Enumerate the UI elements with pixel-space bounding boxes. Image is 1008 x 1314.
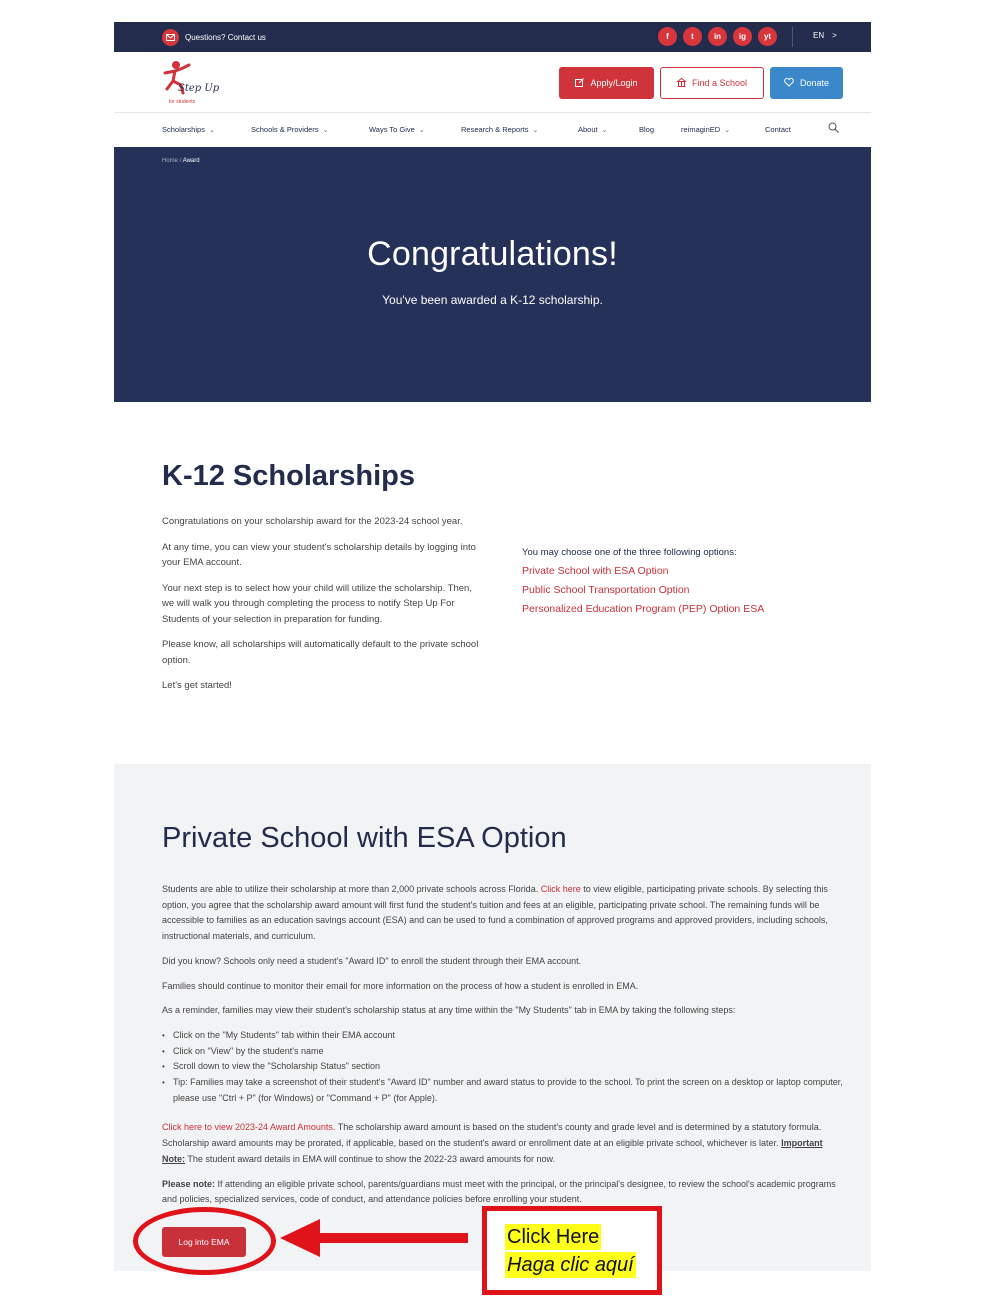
nav-label: Scholarships [162, 125, 205, 134]
hero-banner [114, 147, 871, 402]
paragraph: Families should continue to monitor their email for more information on the process of how a student is enrolled in EMA. [162, 980, 639, 991]
nav-label: Blog [639, 125, 655, 134]
paragraph [162, 1120, 846, 1167]
page-title: Congratulations! [367, 235, 618, 273]
edit-icon [575, 78, 584, 89]
steps-list [162, 1028, 846, 1107]
breadcrumb-current: Award [182, 158, 200, 164]
page-subtitle: You've been awarded a K-12 scholarship. [382, 293, 603, 307]
k12-paragraph: Congratulations on your scholarship award for the 2023-24 school year. [162, 516, 463, 527]
options-list [522, 547, 842, 622]
log-into-ema-button[interactable]: Log into EMA [162, 1227, 246, 1257]
chevron-down-icon: ⌄ [532, 127, 539, 134]
header [114, 52, 871, 113]
list-item: • Click on the "My Students" tab within their EMA account [162, 1028, 846, 1044]
private-school-section [114, 764, 871, 1271]
contact-text: Questions? Contact us [185, 32, 266, 42]
k12-paragraph: At any time, you can view your student's scholarship details by logging into your EMA account. [162, 541, 476, 568]
nav-reimagined[interactable] [681, 125, 730, 134]
heart-icon [784, 78, 794, 89]
highlight-ellipse [133, 1207, 276, 1275]
important-note-label: Important Note: [162, 1138, 823, 1164]
private-school-body [162, 882, 846, 1217]
k12-section [114, 424, 871, 754]
site-frame [114, 22, 871, 402]
school-icon [677, 78, 686, 89]
option-public-transport-link[interactable]: Public School Transportation Option [522, 584, 690, 596]
nav-contact[interactable] [765, 125, 791, 134]
find-school-label: Find a School [691, 78, 748, 88]
arrow-left-icon [280, 1219, 470, 1267]
text: Students are able to utilize their scholarship at more than 2,000 private schools across Florida. [162, 884, 541, 894]
top-bar [114, 22, 871, 52]
contact-link[interactable] [162, 29, 266, 46]
chevron-down-icon: ⌄ [208, 127, 215, 134]
nav-label: Ways To Give [369, 125, 415, 134]
text: to view eligible, participating private schools. By selecting this option, you agree that the scholarship award amount will first fund the student's tuition and fees at an eligible, participating private school. The remaining funds will be accessible to families as an education savings account (ESA) and can be used to fund a combination of approved programs and approved providers, including schools, instructional materials, and curriculum. [162, 884, 828, 942]
paragraph: As a reminder, families may view their student's scholarship status at any time within the "My Students" tab in EMA by taking the following steps: [162, 1005, 736, 1016]
nav-research-reports[interactable] [461, 125, 538, 134]
please-note-label: Please note: [162, 1178, 216, 1189]
svg-text:Step Up: Step Up [178, 83, 220, 94]
chevron-down-icon: ⌄ [724, 127, 731, 134]
instagram-icon[interactable]: ig [733, 27, 752, 46]
language-selector[interactable] [813, 31, 837, 40]
donate-label: Donate [799, 78, 830, 88]
language-label: EN [813, 31, 825, 40]
eligible-schools-link[interactable]: Click here [540, 884, 581, 894]
mail-icon [162, 29, 179, 46]
social-links [658, 27, 777, 46]
text: The student award details in EMA will continue to show the 2022-23 award amounts for now. [185, 1153, 556, 1164]
donate-button[interactable] [770, 67, 843, 99]
private-school-heading: Private School with ESA Option [162, 822, 567, 854]
facebook-icon[interactable]: f [658, 27, 677, 46]
nav-label: reimaginED [681, 125, 721, 134]
callout-spanish: Haga clic aquí [507, 1254, 634, 1276]
main-nav [114, 113, 871, 147]
list-item: • Scroll down to view the "Scholarship Status" section [162, 1059, 846, 1075]
click-here-callout [482, 1206, 662, 1295]
breadcrumb-separator: / [179, 158, 182, 164]
k12-paragraph: Your next step is to select how your child will utilize the scholarship. Then, we will walk you through completing the process to notify Step Up For Students of your selection in preparation for funding. [162, 582, 472, 625]
youtube-icon[interactable]: yt [758, 27, 777, 46]
nav-label: Research & Reports [461, 125, 529, 134]
divider [792, 27, 793, 47]
breadcrumb-home[interactable]: Home [162, 158, 179, 164]
options-heading: You may choose one of the three following options: [522, 547, 737, 558]
paragraph [162, 882, 846, 945]
search-icon[interactable] [828, 122, 839, 135]
twitter-icon[interactable]: t [683, 27, 702, 46]
callout-english: Click Here [507, 1226, 600, 1248]
svg-text:for students: for students [169, 99, 196, 105]
nav-ways-to-give[interactable] [369, 125, 425, 134]
nav-blog[interactable] [639, 125, 654, 134]
nav-about[interactable] [578, 125, 607, 134]
paragraph [162, 1177, 846, 1208]
award-amounts-link[interactable]: Click here to view 2023-24 Award Amounts. [162, 1122, 336, 1133]
nav-label: About [578, 125, 598, 134]
k12-paragraph: Please know, all scholarships will automatically default to the private school option. [162, 639, 479, 666]
k12-paragraph: Let's get started! [162, 680, 232, 691]
chevron-right-icon: > [832, 31, 837, 40]
apply-login-label: Apply/Login [590, 78, 638, 88]
chevron-down-icon: ⌄ [418, 127, 425, 134]
step-up-logo[interactable] [161, 59, 220, 107]
list-item: • Click on "View" by the student's name [162, 1044, 846, 1060]
linkedin-icon[interactable]: in [708, 27, 727, 46]
text: If attending an eligible private school, parents/guardians must meet with the principal, or the principal's designee, to review the school's academic programs and policies, specialized services, code of conduct, and attendance policies before enrolling your student. [162, 1178, 836, 1205]
breadcrumb [162, 158, 200, 164]
chevron-down-icon: ⌄ [601, 127, 608, 134]
nav-label: Contact [765, 125, 791, 134]
nav-scholarships[interactable] [162, 125, 215, 134]
list-item: • Tip: Families may take a screenshot of their student's "Award ID" number and award status to provide to the school. To print the screen on a desktop or laptop computer, please use "Ctrl + P" (for Windows) or "Command + P" (for Apple). [162, 1075, 846, 1106]
find-school-button[interactable] [660, 67, 764, 99]
nav-schools-providers[interactable] [251, 125, 328, 134]
k12-heading: K-12 Scholarships [162, 460, 416, 492]
chevron-down-icon: ⌄ [322, 127, 329, 134]
text: The scholarship award amount is based on the student's county and grade level and is determined by a statutory formula. Scholarship award amounts may be prorated, if applicable, based on the student's award or enrollment date at an eligible private school, whichever is later. [162, 1122, 822, 1149]
option-private-school-link[interactable]: Private School with ESA Option [522, 565, 669, 577]
apply-login-button[interactable] [559, 67, 654, 99]
option-pep-link[interactable]: Personalized Education Program (PEP) Option ESA [522, 603, 765, 615]
k12-intro [162, 514, 482, 704]
nav-label: Schools & Providers [251, 125, 319, 134]
paragraph: Did you know? Schools only need a student's "Award ID" to enroll the student through their EMA account. [162, 955, 582, 966]
